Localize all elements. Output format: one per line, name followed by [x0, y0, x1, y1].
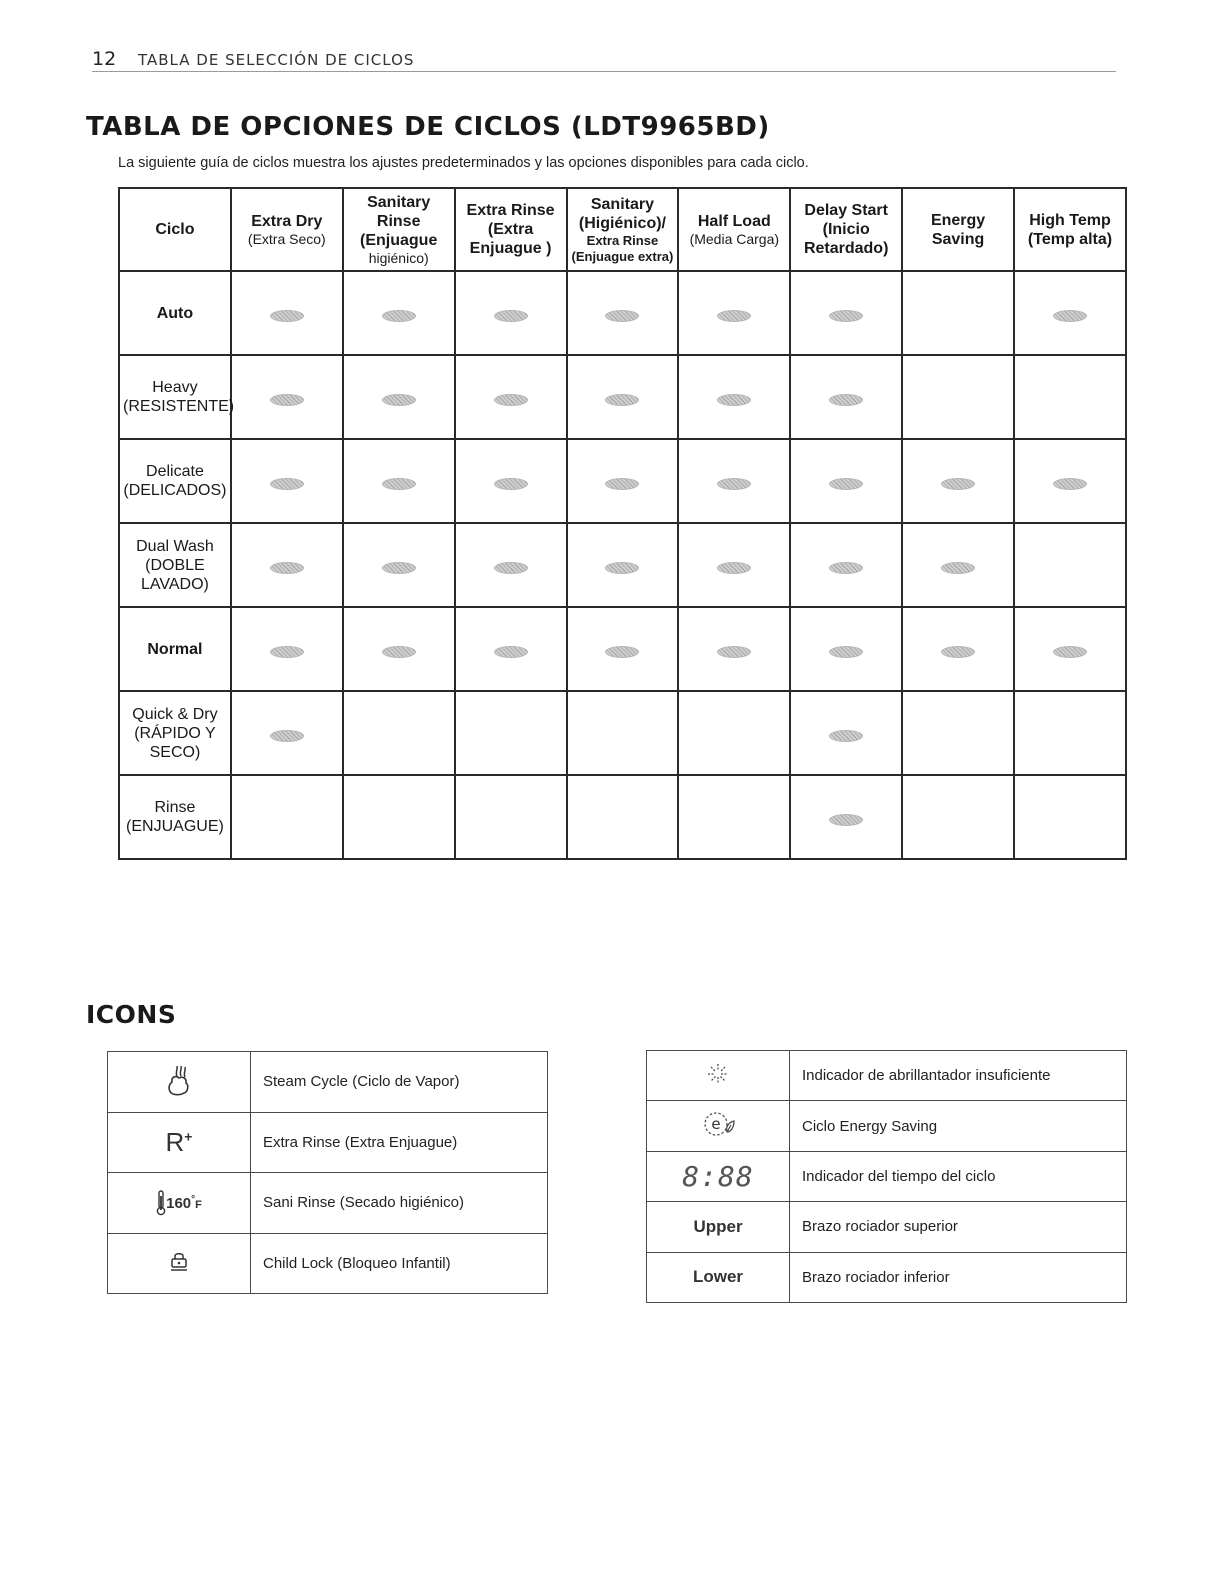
- cycle-name: Normal: [119, 607, 231, 691]
- available-marker-icon: [1053, 646, 1087, 658]
- option-cell: [902, 439, 1014, 523]
- icons-table-right: [646, 1050, 1127, 1303]
- option-cell: [567, 439, 679, 523]
- available-marker-icon: [494, 394, 528, 406]
- option-cell: [343, 355, 455, 439]
- icon-row: [647, 1101, 1127, 1151]
- option-cell: [1014, 439, 1126, 523]
- option-cell: [902, 523, 1014, 607]
- option-cell: [567, 775, 679, 859]
- available-marker-icon: [829, 394, 863, 406]
- icon-label-cycle-time: Indicador del tiempo del ciclo: [790, 1151, 1127, 1201]
- column-header-option: High Temp (Temp alta): [1014, 188, 1126, 271]
- table-row: [119, 271, 1126, 355]
- icon-label-steam-cycle: Steam Cycle (Ciclo de Vapor): [251, 1052, 548, 1113]
- option-cell: [231, 607, 343, 691]
- table-row: [119, 691, 1126, 775]
- available-marker-icon: [382, 478, 416, 490]
- available-marker-icon: [270, 310, 304, 322]
- option-cell: [902, 775, 1014, 859]
- available-marker-icon: [494, 646, 528, 658]
- available-marker-icon: [605, 394, 639, 406]
- cycle-name: Delicate (DELICADOS): [119, 439, 231, 523]
- option-cell: [231, 355, 343, 439]
- icon-label-child-lock: Child Lock (Bloqueo Infantil): [251, 1233, 548, 1294]
- available-marker-icon: [605, 646, 639, 658]
- option-cell: [567, 271, 679, 355]
- icon-label-upper-arm: Brazo rociador superior: [790, 1202, 1127, 1252]
- option-cell: [343, 523, 455, 607]
- available-marker-icon: [270, 562, 304, 574]
- icon-label-sani-rinse: Sani Rinse (Secado higiénico): [251, 1173, 548, 1234]
- column-header-cycle: Ciclo: [119, 188, 231, 271]
- cycle-options-table: [118, 187, 1127, 860]
- option-cell: [678, 523, 790, 607]
- option-cell: [678, 439, 790, 523]
- available-marker-icon: [829, 730, 863, 742]
- option-cell: [790, 607, 902, 691]
- available-marker-icon: [270, 646, 304, 658]
- available-marker-icon: [494, 310, 528, 322]
- child-lock-icon: [108, 1233, 251, 1294]
- available-marker-icon: [941, 562, 975, 574]
- option-cell: [1014, 355, 1126, 439]
- table-row: [119, 775, 1126, 859]
- available-marker-icon: [1053, 478, 1087, 490]
- energy-saving-icon: [647, 1101, 790, 1151]
- icon-label-lower-arm: Brazo rociador inferior: [790, 1252, 1127, 1302]
- option-cell: [790, 775, 902, 859]
- available-marker-icon: [382, 562, 416, 574]
- option-cell: [1014, 523, 1126, 607]
- option-cell: [678, 355, 790, 439]
- available-marker-icon: [717, 478, 751, 490]
- table-row: [119, 355, 1126, 439]
- cycle-name: Quick & Dry (RÁPIDO Y SECO): [119, 691, 231, 775]
- option-cell: [567, 607, 679, 691]
- table-header-row: [119, 188, 1126, 271]
- option-cell: [455, 523, 567, 607]
- available-marker-icon: [829, 310, 863, 322]
- option-cell: [567, 355, 679, 439]
- available-marker-icon: [605, 562, 639, 574]
- available-marker-icon: [382, 310, 416, 322]
- option-cell: [231, 271, 343, 355]
- column-header-option: Sanitary Rinse (Enjuague higiénico): [343, 188, 455, 271]
- option-cell: [567, 523, 679, 607]
- page-header: [92, 46, 1116, 72]
- column-header-option: Half Load (Media Carga): [678, 188, 790, 271]
- icon-row: [647, 1252, 1127, 1302]
- option-cell: [1014, 271, 1126, 355]
- available-marker-icon: [717, 394, 751, 406]
- option-cell: [1014, 691, 1126, 775]
- available-marker-icon: [717, 646, 751, 658]
- icon-label-energy-saving: Ciclo Energy Saving: [790, 1101, 1127, 1151]
- option-cell: [455, 355, 567, 439]
- digital-display-icon: 8:88: [647, 1151, 790, 1201]
- option-cell: [790, 439, 902, 523]
- available-marker-icon: [717, 310, 751, 322]
- option-cell: [790, 271, 902, 355]
- available-marker-icon: [270, 394, 304, 406]
- option-cell: [343, 439, 455, 523]
- column-header-option: Energy Saving: [902, 188, 1014, 271]
- option-cell: [678, 775, 790, 859]
- option-cell: [343, 271, 455, 355]
- icon-row: [647, 1202, 1127, 1252]
- column-header-option: Extra Rinse (Extra Enjuague ): [455, 188, 567, 271]
- option-cell: [567, 691, 679, 775]
- option-cell: [231, 523, 343, 607]
- icon-row: [647, 1051, 1127, 1101]
- column-header-option: Extra Dry (Extra Seco): [231, 188, 343, 271]
- option-cell: [343, 775, 455, 859]
- rinse-aid-icon: [647, 1051, 790, 1101]
- option-cell: [231, 439, 343, 523]
- option-cell: [790, 691, 902, 775]
- available-marker-icon: [605, 310, 639, 322]
- option-cell: [1014, 775, 1126, 859]
- icon-row: [108, 1052, 548, 1113]
- available-marker-icon: [605, 478, 639, 490]
- option-cell: [455, 775, 567, 859]
- cycle-name: Auto: [119, 271, 231, 355]
- option-cell: [455, 691, 567, 775]
- icon-row: [647, 1151, 1127, 1201]
- icon-label-rinse-aid: Indicador de abrillantador insuficiente: [790, 1051, 1127, 1101]
- option-cell: [343, 607, 455, 691]
- page-section-title: TABLA DE SELECCIÓN DE CICLOS: [138, 51, 415, 69]
- available-marker-icon: [941, 646, 975, 658]
- available-marker-icon: [382, 394, 416, 406]
- page-subtitle: La siguiente guía de ciclos muestra los ajustes predeterminados y las opciones disponibles para cada ciclo.: [118, 155, 809, 171]
- option-cell: [902, 271, 1014, 355]
- option-cell: [678, 271, 790, 355]
- option-cell: [231, 691, 343, 775]
- table-row: [119, 523, 1126, 607]
- column-header-option: Sanitary (Higiénico)/ Extra Rinse (Enjuague extra): [567, 188, 679, 271]
- available-marker-icon: [270, 730, 304, 742]
- table-row: [119, 607, 1126, 691]
- available-marker-icon: [717, 562, 751, 574]
- available-marker-icon: [494, 562, 528, 574]
- icon-row: [108, 1173, 548, 1234]
- icons-section-title: ICONS: [86, 1000, 177, 1029]
- available-marker-icon: [829, 478, 863, 490]
- icon-label-extra-rinse: Extra Rinse (Extra Enjuague): [251, 1112, 548, 1173]
- lower-spray-arm-label: Lower: [647, 1252, 790, 1302]
- option-cell: [455, 607, 567, 691]
- option-cell: [790, 523, 902, 607]
- available-marker-icon: [829, 646, 863, 658]
- cycle-name: Heavy (RESISTENTE): [119, 355, 231, 439]
- option-cell: [343, 691, 455, 775]
- table-row: [119, 439, 1126, 523]
- available-marker-icon: [829, 562, 863, 574]
- icon-row: [108, 1112, 548, 1173]
- option-cell: [1014, 607, 1126, 691]
- option-cell: [790, 355, 902, 439]
- upper-spray-arm-label: Upper: [647, 1202, 790, 1252]
- option-cell: [678, 607, 790, 691]
- svg-text:e: e: [711, 1115, 721, 1134]
- option-cell: [231, 775, 343, 859]
- option-cell: [455, 439, 567, 523]
- cycle-name: Dual Wash (DOBLE LAVADO): [119, 523, 231, 607]
- icon-row: [108, 1233, 548, 1294]
- column-header-option: Delay Start (Inicio Retardado): [790, 188, 902, 271]
- option-cell: [902, 355, 1014, 439]
- option-cell: [902, 607, 1014, 691]
- option-cell: [455, 271, 567, 355]
- thermometer-icon: 160°F: [108, 1173, 251, 1234]
- available-marker-icon: [494, 478, 528, 490]
- option-cell: [678, 691, 790, 775]
- page-number: 12: [92, 48, 117, 70]
- available-marker-icon: [270, 478, 304, 490]
- option-cell: [902, 691, 1014, 775]
- cycle-name: Rinse (ENJUAGUE): [119, 775, 231, 859]
- page-title: TABLA DE OPCIONES DE CICLOS (LDT9965BD): [86, 112, 770, 142]
- available-marker-icon: [382, 646, 416, 658]
- extra-rinse-icon: R+: [108, 1112, 251, 1173]
- available-marker-icon: [829, 814, 863, 826]
- steam-icon: [108, 1052, 251, 1113]
- available-marker-icon: [1053, 310, 1087, 322]
- available-marker-icon: [941, 478, 975, 490]
- icons-table-left: [107, 1051, 548, 1294]
